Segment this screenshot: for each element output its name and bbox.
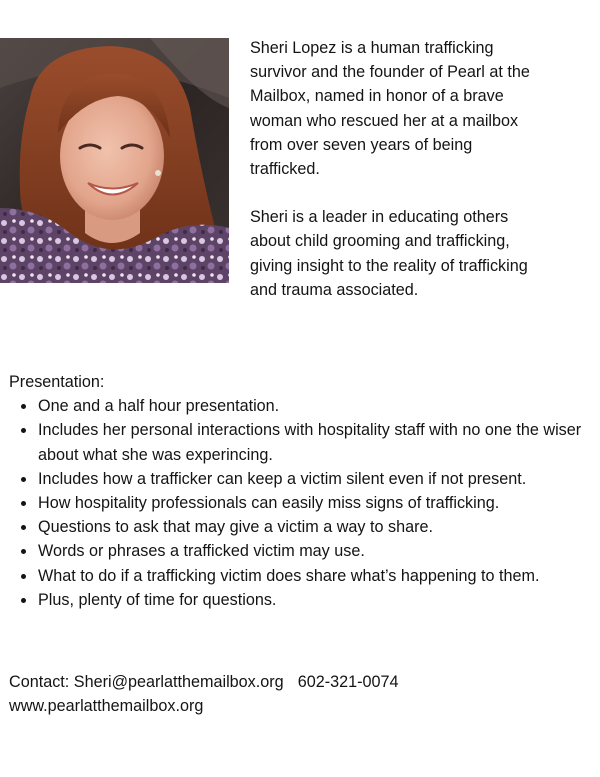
contact-section — [9, 670, 599, 718]
portrait-photo — [0, 38, 229, 283]
bio-section — [250, 36, 595, 326]
list-item: Questions to ask that may give a victim a way to share. — [38, 515, 599, 539]
presentation-section — [9, 370, 599, 612]
list-item: Includes her personal interactions with hospitality staff with no one the wiser about what she was experincing. — [38, 418, 599, 466]
list-item: How hospitality professionals can easily miss signs of trafficking. — [38, 491, 599, 515]
bio-paragraph-intro: Sheri Lopez is a human trafficking survivor and the founder of Pearl at the Mailbox, named in honor of a brave woman who rescued her at a mailbox from over seven years of being trafficked. — [250, 39, 530, 179]
contact-email: Contact: Sheri@pearlatthemailbox.org — [9, 673, 284, 691]
contact-phone: 602-321-0074 — [297, 673, 399, 691]
list-item: One and a half hour presentation. — [38, 394, 599, 418]
list-item: Plus, plenty of time for questions. — [38, 588, 599, 612]
list-item: Words or phrases a trafficked victim may use. — [38, 539, 599, 563]
contact-line — [9, 670, 599, 694]
presentation-heading: Presentation: — [9, 373, 105, 391]
list-item: What to do if a trafficking victim does share what’s happening to them. — [38, 564, 599, 588]
list-item: Includes how a trafficker can keep a victim silent even if not present. — [38, 467, 599, 491]
bio-paragraph-leader: Sheri is a leader in educating others about child grooming and trafficking, giving insight to the reality of trafficking and trauma associated. — [250, 208, 528, 299]
contact-website: www.pearlatthemailbox.org — [9, 697, 204, 716]
presentation-list — [9, 394, 599, 612]
